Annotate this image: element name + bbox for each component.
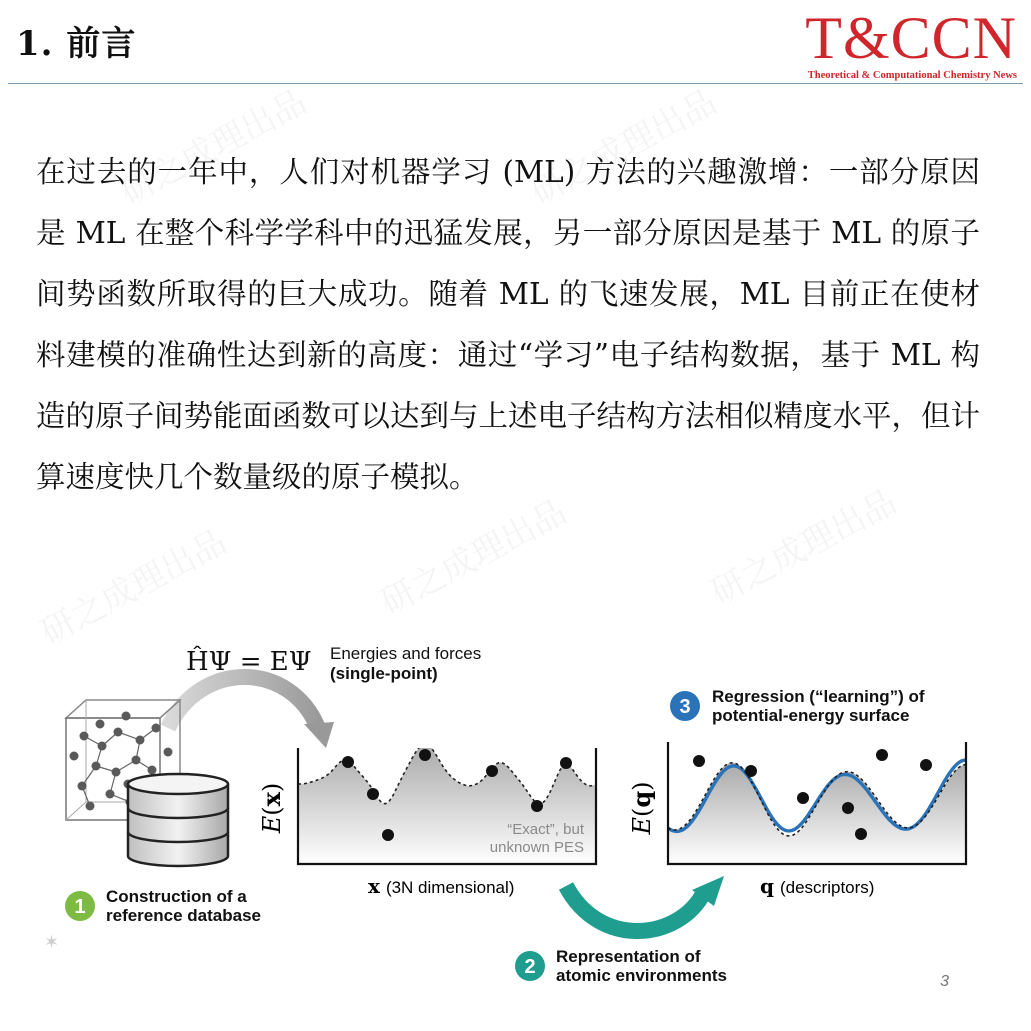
watermark: 研之成理出品 [704,482,904,614]
svg-text:E(x): E(x) [257,782,286,834]
pes-right-panel [627,742,966,898]
watermark: 研之成理出品 [524,82,724,214]
step-1-label-line2: reference database [106,906,261,925]
pes-left-sample-point [486,765,498,777]
gray-arrowhead [304,722,334,748]
svg-text:2: 2 [524,956,536,978]
database-icon [128,774,228,866]
intro-paragraph: 在过去的一年中，人们对机器学习 (ML) 方法的兴趣激增：一部分原因是 ML 在整个科学学科中的迅猛发展，另一部分原因是基于 ML 的原子间势函数所取得的巨大成功。随着 ML 的飞速发展，ML 目前正在使材料建模的准确性达到新的高度：通过“学习”电子结构数据，基于 ML 构造的原子间势能面函数可以达到与上述电子结构方法相似精度水平，但计算速度快几个数量级的原子模拟。 [36,155,981,494]
pes-right-sample-point [842,802,854,814]
svg-text:E(q): E(q) [627,781,656,835]
person-icon: ✶ [44,932,60,953]
pes-left-xlabel: x (3N dimensional) [368,874,515,898]
pes-right-sample-point [797,792,809,804]
svg-text:3: 3 [679,696,691,718]
logo-subtitle: Theoretical & Computational Chemistry News [807,70,1017,81]
page-number: 3 [940,973,949,990]
pes-left-panel [257,744,596,898]
gray-curved-arrow [168,677,318,728]
pes-right-sample-point [745,765,757,777]
watermark: 研之成理出品 [374,492,574,624]
schrodinger-equation: ĤΨ = EΨ [186,647,312,677]
step-3-label: Regression (“learning”) of [712,687,925,706]
single-point-label: (single-point) [330,664,438,683]
pes-right-xlabel: q (descriptors) [760,874,875,898]
pes-right-sample-point [920,759,932,771]
pes-left-ylabel [257,783,286,835]
pes-left-sample-point [382,829,394,841]
section-title: 1. 前言 [16,24,137,64]
pes-left-sample-point [367,788,379,800]
pes-left-sample-point [531,800,543,812]
pes-right-fill [668,763,966,864]
pes-right-sample-point [693,755,705,767]
step-1-label: Construction of a [106,887,247,906]
pes-right-sample-point [876,749,888,761]
pes-left-sample-point [560,757,572,769]
step-3-badge [670,687,925,725]
svg-text:1: 1 [74,896,86,918]
step-3-label-line2: potential-energy surface [712,706,910,725]
energies-label: Energies and forces [330,644,482,663]
step-2-badge [515,947,727,985]
watermark: 研之成理出品 [34,522,234,654]
pes-right-ylabel [627,781,656,835]
exact-unknown-note: “Exact”, but [507,821,584,838]
exact-unknown-note-line2: unknown PES [489,839,584,856]
pes-right-sample-point [855,828,867,840]
pes-left-sample-point [342,756,354,768]
step-2-label-line2: atomic environments [556,966,727,985]
watermark: 研之成理出品 [114,82,314,214]
pes-left-sample-point [419,749,431,761]
teal-curved-arrow [566,886,704,931]
step-1-badge [65,887,261,925]
step-2-label: Representation of [556,947,701,966]
logo-mark: T&CCN [805,5,1017,71]
